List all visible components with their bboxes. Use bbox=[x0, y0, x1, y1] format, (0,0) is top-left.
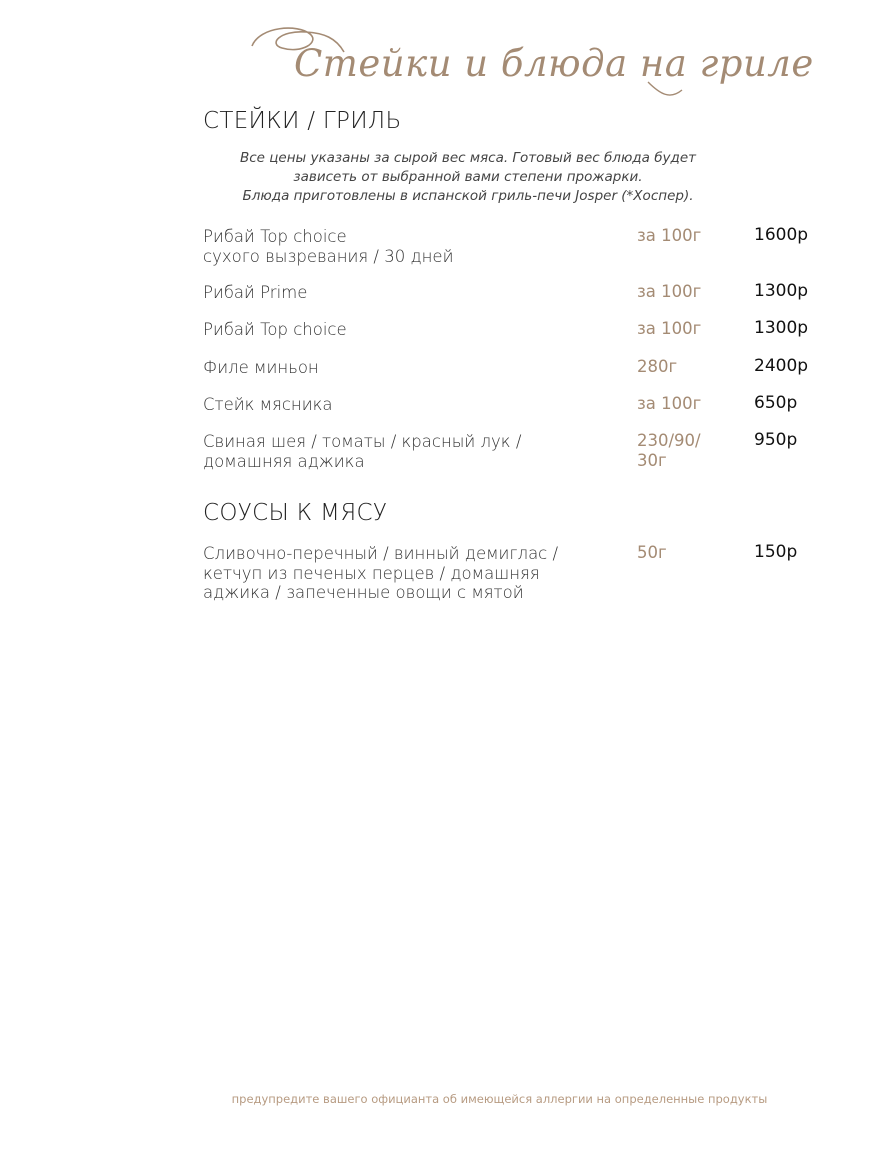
item-name-line: Филе миньон bbox=[203, 358, 319, 377]
item-price: 650р bbox=[754, 393, 798, 413]
item-weight-line: 30г bbox=[637, 450, 667, 470]
item-name-line: Рибай Top choice bbox=[203, 320, 347, 339]
item-name bbox=[203, 320, 613, 340]
item-weight-line: за 100г bbox=[637, 394, 702, 413]
item-weight bbox=[637, 357, 732, 377]
item-price: 1300р bbox=[754, 281, 809, 301]
item-weight bbox=[637, 543, 732, 563]
allergy-note: предупредите вашего официанта об имеющейся аллергии на определенные продукты bbox=[231, 1092, 768, 1106]
item-name bbox=[203, 358, 613, 378]
item-price: 2400р bbox=[754, 356, 809, 376]
item-name-line: Сливочно-перечный / винный демиглас / bbox=[203, 544, 559, 563]
item-price: 1600р bbox=[754, 225, 809, 245]
item-name bbox=[203, 395, 613, 415]
item-name-line: сухого вызревания / 30 дней bbox=[203, 246, 454, 266]
item-name-line: домашняя аджика bbox=[203, 451, 365, 471]
price-note bbox=[203, 149, 733, 206]
item-weight-line: за 100г bbox=[637, 282, 702, 301]
item-price: 150р bbox=[754, 542, 798, 562]
item-weight bbox=[637, 319, 732, 339]
script-title-text: Стейки и блюда на гриле bbox=[294, 42, 814, 85]
item-name bbox=[203, 432, 613, 471]
item-weight bbox=[637, 394, 732, 414]
item-weight-line: 230/90/ bbox=[637, 431, 701, 450]
item-name bbox=[203, 227, 613, 266]
price-note-line: зависеть от выбранной вами степени прожарки. bbox=[293, 169, 643, 185]
item-weight-line: 50г bbox=[637, 543, 667, 562]
section-title-steaks: СТЕЙКИ / ГРИЛЬ bbox=[203, 108, 402, 134]
page-script-title bbox=[240, 8, 814, 103]
item-name-line: Свиная шея / томаты / красный лук / bbox=[203, 432, 522, 451]
price-note-line: Все цены указаны за сырой вес мяса. Готовый вес блюда будет bbox=[239, 150, 697, 166]
item-name bbox=[203, 283, 613, 303]
item-name bbox=[203, 544, 613, 603]
item-weight bbox=[637, 431, 732, 470]
item-name-line: кетчуп из печеных перцев / домашняя bbox=[203, 563, 540, 583]
item-name-line: аджика / запеченные овощи с мятой bbox=[203, 583, 524, 602]
item-weight-line: за 100г bbox=[637, 319, 702, 338]
section-title-sauces: СОУСЫ К МЯСУ bbox=[203, 500, 388, 526]
item-weight-line: 280г bbox=[637, 357, 678, 376]
item-weight bbox=[637, 226, 732, 246]
item-price: 1300р bbox=[754, 318, 809, 338]
item-weight bbox=[637, 282, 732, 302]
item-name-line: Рибай Prime bbox=[203, 283, 308, 302]
item-weight-line: за 100г bbox=[637, 226, 702, 245]
price-note-line: Блюда приготовлены в испанской гриль-печи Josper (*Хоспер). bbox=[242, 188, 694, 204]
item-price: 950р bbox=[754, 430, 798, 450]
item-name-line: Рибай Top choice bbox=[203, 227, 347, 246]
item-name-line: Стейк мясника bbox=[203, 395, 333, 414]
